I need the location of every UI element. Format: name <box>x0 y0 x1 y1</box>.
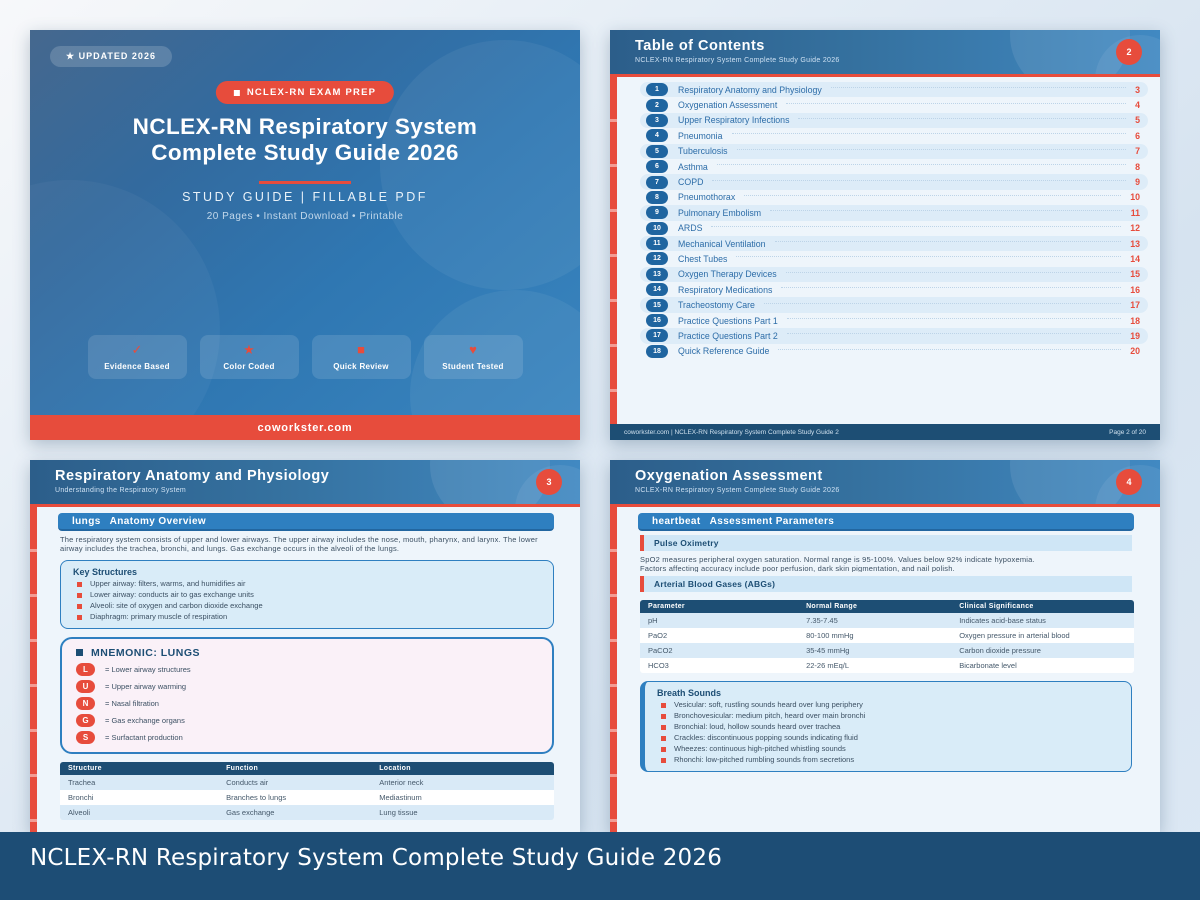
column-header: Location <box>379 764 411 772</box>
toc-item <box>640 267 1148 282</box>
feature-box <box>424 335 523 379</box>
toc-item-number: 3 <box>646 114 668 127</box>
dotted-leader <box>770 210 1122 211</box>
bullet-text: Alveoli: site of oxygen and carbon dioxide exchange <box>90 601 263 611</box>
toc-item <box>640 174 1148 189</box>
feature-label: Color Coded <box>223 362 275 371</box>
section-bar-anatomy-overview <box>58 513 554 531</box>
toc-item-label: Pneumonia <box>678 130 723 141</box>
key-structures-title: Key Structures <box>73 567 138 578</box>
table-row <box>60 790 554 805</box>
table-row <box>640 628 1134 643</box>
section-title: Assessment Parameters <box>709 515 835 527</box>
key-structures-box <box>60 560 554 629</box>
table-row <box>60 775 554 790</box>
dotted-leader <box>778 349 1121 350</box>
bottom-title-bar <box>0 832 1200 900</box>
cell-normal-range: 7.35-7.45 <box>806 616 838 625</box>
toc-item-label: Practice Questions Part 2 <box>678 330 778 341</box>
toc-item-page: 20 <box>1130 346 1140 357</box>
toc-page <box>610 30 1160 440</box>
cell-structure: Bronchi <box>68 792 94 802</box>
mnemonic-item <box>76 680 538 693</box>
cell-location: Mediastinum <box>379 792 422 802</box>
mnemonic-item <box>76 663 538 676</box>
abg-subheader: Arterial Blood Gases (ABGs) <box>640 576 1132 592</box>
toc-item-label: Tuberculosis <box>678 146 728 157</box>
cell-parameter: HCO3 <box>648 661 669 670</box>
anatomy-header <box>30 460 580 504</box>
pulse-oximetry-paragraph-clip <box>610 551 1100 572</box>
dotted-leader <box>764 303 1121 304</box>
toc-item-label: ARDS <box>678 223 703 234</box>
bullet-item <box>657 756 1119 765</box>
bullet-text: Diaphragm: primary muscle of respiration <box>90 612 228 622</box>
toc-item-page: 8 <box>1135 161 1140 172</box>
dotted-leader <box>711 226 1121 227</box>
pulse-oximetry-paragraph: SpO2 measures peripheral oxygen saturation. Normal range is 95-100%. Values below 92% indicate hypoxemia. Factors affecting accuracy include poor perfusion, dark skin pigmentation, and nail polish. <box>640 555 1035 572</box>
bullet-item <box>657 745 1119 754</box>
divider <box>259 181 351 184</box>
bullet-square-icon <box>77 593 82 598</box>
cover-meta: 20 Pages • Instant Download • Printable <box>206 211 404 222</box>
lungs-icon-word: lungs <box>72 515 101 527</box>
toc-item-page: 10 <box>1130 192 1140 203</box>
toc-item-number: 16 <box>646 314 668 327</box>
cell-parameter: PaO2 <box>648 631 668 640</box>
dotted-leader <box>732 133 1127 134</box>
toc-item <box>640 97 1148 112</box>
dotted-leader <box>712 180 1126 181</box>
bullet-square-icon <box>661 747 666 752</box>
toc-item-label: Mechanical Ventilation <box>678 238 766 249</box>
bullet-square-icon <box>661 714 666 719</box>
cover-title <box>30 114 580 166</box>
toc-item <box>640 313 1148 328</box>
cell-function: Conducts air <box>226 777 269 787</box>
toc-item <box>640 190 1148 205</box>
page-number-badge: 2 <box>1116 39 1142 65</box>
toc-item-page: 7 <box>1135 146 1140 157</box>
breath-sounds-list <box>657 701 1119 765</box>
toc-item-label: Respiratory Medications <box>678 284 773 295</box>
anatomy-intro-paragraph: The respiratory system consists of upper and lower airways. The upper airway includes the nose, mouth, pharynx, and larynx. The lower airway includes the trachea, bronchi, and lungs. Gas exchange occurs in the alveoli of the lungs. <box>60 535 538 553</box>
toc-item-page: 3 <box>1135 84 1140 95</box>
exam-prep-pill <box>216 81 394 104</box>
breath-sounds-title: Breath Sounds <box>657 688 722 698</box>
dotted-leader <box>781 287 1121 288</box>
product-title: NCLEX-RN Respiratory System Complete Study Guide 2026 <box>30 845 723 871</box>
mnemonic-title: MNEMONIC: LUNGS <box>91 646 200 659</box>
dotted-leader <box>736 256 1121 257</box>
cell-significance: Oxygen pressure in arterial blood <box>959 631 1070 640</box>
mnemonic-item-text: = Lower airway structures <box>105 664 191 674</box>
bullet-text: Bronchovesicular: medium pitch, heard over main bronchi <box>674 711 866 720</box>
structures-table <box>60 762 554 820</box>
square-icon <box>76 649 83 656</box>
bullet-item <box>657 723 1119 732</box>
mnemonic-list <box>76 663 538 744</box>
dotted-leader <box>787 333 1121 334</box>
toc-item-label: Respiratory Anatomy and Physiology <box>678 84 822 95</box>
toc-item-number: 14 <box>646 283 668 296</box>
toc-item-number: 8 <box>646 191 668 204</box>
column-header: Parameter <box>648 603 685 610</box>
dotted-leader <box>744 195 1121 196</box>
anatomy-title: Respiratory Anatomy and Physiology <box>55 468 330 484</box>
mnemonic-letter-chip: S <box>76 731 95 744</box>
toc-item-number: 1 <box>646 83 668 96</box>
square-icon <box>234 90 240 96</box>
feature-box <box>200 335 299 379</box>
toc-item <box>640 236 1148 251</box>
heartbeat-icon-word: heartbeat <box>652 515 701 527</box>
structures-table-header <box>60 762 554 775</box>
mnemonic-item-text: = Upper airway warming <box>105 681 187 691</box>
toc-item <box>640 128 1148 143</box>
dotted-leader <box>737 149 1127 150</box>
toc-list <box>640 82 1148 359</box>
toc-item-label: Asthma <box>678 161 708 172</box>
bullet-text: Crackles: discontinuous popping sounds indicating fluid <box>674 733 858 742</box>
abg-table-body <box>640 613 1134 673</box>
cover-page <box>30 30 580 440</box>
cell-significance: Bicarbonate level <box>959 661 1017 670</box>
mnemonic-box <box>60 637 554 754</box>
bullet-text: Bronchial: loud, hollow sounds heard over trachea <box>674 722 841 731</box>
dotted-leader <box>717 164 1126 165</box>
toc-item-label: COPD <box>678 177 704 188</box>
anatomy-subtitle: Understanding the Respiratory System <box>55 487 187 494</box>
mnemonic-letter-chip: G <box>76 714 95 727</box>
bullet-text: Rhonchi: low-pitched rumbling sounds from secretions <box>674 755 855 764</box>
exam-prep-label: NCLEX-RN EXAM PREP <box>246 87 377 98</box>
toc-item-label: Pulmonary Embolism <box>678 207 762 218</box>
toc-item-page: 4 <box>1135 100 1140 111</box>
abg-table-header <box>640 600 1134 613</box>
toc-item-page: 11 <box>1130 207 1140 218</box>
toc-item-label: Oxygen Therapy Devices <box>678 269 777 280</box>
toc-item-page: 16 <box>1130 284 1140 295</box>
column-header: Structure <box>68 764 102 772</box>
cell-location: Lung tissue <box>379 807 418 817</box>
updated-badge <box>50 46 172 67</box>
toc-subtitle: NCLEX-RN Respiratory System Complete Study Guide 2026 <box>635 57 840 64</box>
toc-item-number: 10 <box>646 222 668 235</box>
bullet-square-icon <box>77 615 82 620</box>
oxygenation-title: Oxygenation Assessment <box>635 468 823 484</box>
footer-left-text: coworkster.com | NCLEX-RN Respiratory System Complete Study Guide 2 <box>624 428 839 436</box>
bullet-item <box>657 701 1119 710</box>
table-row <box>640 643 1134 658</box>
bullet-square-icon <box>661 758 666 763</box>
cell-significance: Carbon dioxide pressure <box>959 646 1041 655</box>
cell-normal-range: 80-100 mmHg <box>806 631 854 640</box>
cell-normal-range: 22-26 mEq/L <box>806 661 850 670</box>
dotted-leader <box>831 87 1126 88</box>
oxygenation-page <box>610 460 1160 832</box>
toc-item <box>640 221 1148 236</box>
cell-significance: Indicates acid-base status <box>959 616 1046 625</box>
cover-title-line1: NCLEX-RN Respiratory System <box>132 114 478 139</box>
cell-function: Gas exchange <box>226 807 275 817</box>
mnemonic-item-text: = Gas exchange organs <box>105 715 185 725</box>
toc-header <box>610 30 1160 74</box>
bullet-square-icon <box>661 703 666 708</box>
toc-item-number: 9 <box>646 206 668 219</box>
updated-badge-label: UPDATED 2026 <box>78 51 156 61</box>
mnemonic-item <box>76 714 538 727</box>
table-row <box>60 805 554 820</box>
dotted-leader <box>775 241 1122 242</box>
feature-icon: ✓ <box>131 342 143 357</box>
oxygenation-subtitle: NCLEX-RN Respiratory System Complete Study Guide 2026 <box>635 487 840 494</box>
column-header: Normal Range <box>806 603 858 610</box>
toc-item <box>640 159 1148 174</box>
toc-item-page: 18 <box>1130 315 1140 326</box>
cell-parameter: pH <box>648 616 658 625</box>
feature-box <box>88 335 187 379</box>
toc-item-label: Quick Reference Guide <box>678 346 770 357</box>
bullet-text: Wheezes: continuous high-pitched whistling sounds <box>674 744 846 753</box>
mnemonic-item <box>76 697 538 710</box>
toc-item-number: 18 <box>646 345 668 358</box>
mnemonic-item-text: = Nasal filtration <box>105 698 159 708</box>
table-row <box>640 613 1134 628</box>
toc-item <box>640 344 1148 359</box>
structures-table-body <box>60 775 554 820</box>
bullet-item <box>73 591 541 600</box>
section-bar-assessment-parameters <box>638 513 1134 531</box>
bullet-item <box>73 613 541 622</box>
left-accent-strip <box>30 507 37 832</box>
toc-item-page: 12 <box>1130 223 1140 234</box>
toc-title: Table of Contents <box>635 38 765 54</box>
toc-item-label: Oxygenation Assessment <box>678 100 778 111</box>
bullet-square-icon <box>661 736 666 741</box>
footer-page-indicator: Page 2 of 20 <box>1109 428 1146 436</box>
cover-title-line2: Complete Study Guide 2026 <box>151 140 459 165</box>
toc-item-number: 13 <box>646 268 668 281</box>
toc-item-label: Upper Respiratory Infections <box>678 115 790 126</box>
toc-item-number: 7 <box>646 176 668 189</box>
toc-item <box>640 113 1148 128</box>
toc-item-page: 17 <box>1130 300 1140 311</box>
toc-item <box>640 251 1148 266</box>
table-row <box>640 658 1134 673</box>
bullet-item <box>657 734 1119 743</box>
toc-item-page: 5 <box>1135 115 1140 126</box>
cell-function: Branches to lungs <box>226 792 287 802</box>
key-structures-list <box>73 580 541 622</box>
feature-label: Evidence Based <box>104 362 170 371</box>
header-accent-line <box>610 504 1160 507</box>
toc-item <box>640 328 1148 343</box>
mnemonic-item <box>76 731 538 744</box>
pulse-oximetry-subheader: Pulse Oximetry <box>640 535 1132 551</box>
toc-item-number: 17 <box>646 329 668 342</box>
cover-footer: coworkster.com <box>30 415 580 440</box>
dotted-leader <box>787 318 1121 319</box>
toc-footer <box>610 424 1160 440</box>
cell-structure: Alveoli <box>68 807 91 817</box>
bullet-square-icon <box>661 725 666 730</box>
section-title: Anatomy Overview <box>109 515 207 527</box>
column-header: Function <box>226 764 259 772</box>
mnemonic-letter-chip: N <box>76 697 95 710</box>
toc-item-number: 15 <box>646 299 668 312</box>
bullet-item <box>73 602 541 611</box>
feature-boxes <box>30 335 580 379</box>
toc-item <box>640 82 1148 97</box>
header-accent-line <box>610 74 1160 77</box>
toc-item-number: 5 <box>646 145 668 158</box>
bullet-square-icon <box>77 582 82 587</box>
cell-location: Anterior neck <box>379 777 424 787</box>
bullet-item <box>657 712 1119 721</box>
cell-structure: Trachea <box>68 777 96 787</box>
oxygenation-header <box>610 460 1160 504</box>
toc-item-page: 6 <box>1135 130 1140 141</box>
feature-icon: ★ <box>243 342 255 357</box>
toc-item-label: Practice Questions Part 1 <box>678 315 778 326</box>
column-header: Clinical Significance <box>959 603 1034 610</box>
toc-item <box>640 144 1148 159</box>
bullet-text: Lower airway: conducts air to gas exchange units <box>90 590 254 600</box>
mnemonic-letter-chip: U <box>76 680 95 693</box>
page-number-badge: 3 <box>536 469 562 495</box>
bullet-square-icon <box>77 604 82 609</box>
toc-item-number: 4 <box>646 129 668 142</box>
bullet-text: Vesicular: soft, rustling sounds heard over lung periphery <box>674 700 863 709</box>
bullet-text: Upper airway: filters, warms, and humidifies air <box>90 579 246 589</box>
toc-item <box>640 297 1148 312</box>
anatomy-page <box>30 460 580 832</box>
feature-label: Student Tested <box>442 362 504 371</box>
abg-table <box>640 600 1134 673</box>
dotted-leader <box>786 272 1122 273</box>
dotted-leader <box>786 103 1126 104</box>
feature-icon: ♥ <box>469 342 477 357</box>
feature-icon: ■ <box>357 342 365 357</box>
star-icon: ★ <box>66 51 76 61</box>
toc-item-page: 15 <box>1130 269 1140 280</box>
cell-parameter: PaCO2 <box>648 646 673 655</box>
toc-item-page: 9 <box>1135 177 1140 188</box>
page-number-badge: 4 <box>1116 469 1142 495</box>
mnemonic-item-text: = Surfactant production <box>105 732 183 742</box>
bullet-item <box>73 580 541 589</box>
cell-normal-range: 35-45 mmHg <box>806 646 850 655</box>
dotted-leader <box>798 118 1126 119</box>
feature-label: Quick Review <box>333 362 389 371</box>
feature-box <box>312 335 411 379</box>
toc-item-page: 19 <box>1130 330 1140 341</box>
toc-item-label: Tracheostomy Care <box>678 300 755 311</box>
left-accent-strip <box>610 507 617 832</box>
toc-item-number: 6 <box>646 160 668 173</box>
cover-tagline: STUDY GUIDE | FILLABLE PDF <box>182 190 428 204</box>
breath-sounds-box <box>640 681 1132 772</box>
toc-item-number: 11 <box>646 237 668 250</box>
left-accent-strip <box>610 77 617 424</box>
toc-item-page: 13 <box>1130 238 1140 249</box>
toc-item-page: 14 <box>1130 253 1140 264</box>
toc-item <box>640 205 1148 220</box>
toc-item-label: Pneumothorax <box>678 192 736 203</box>
toc-item-number: 2 <box>646 99 668 112</box>
toc-item <box>640 282 1148 297</box>
toc-item-label: Chest Tubes <box>678 253 728 264</box>
toc-item-number: 12 <box>646 252 668 265</box>
header-accent-line <box>30 504 580 507</box>
mnemonic-title-row <box>76 647 538 659</box>
mnemonic-letter-chip: L <box>76 663 95 676</box>
